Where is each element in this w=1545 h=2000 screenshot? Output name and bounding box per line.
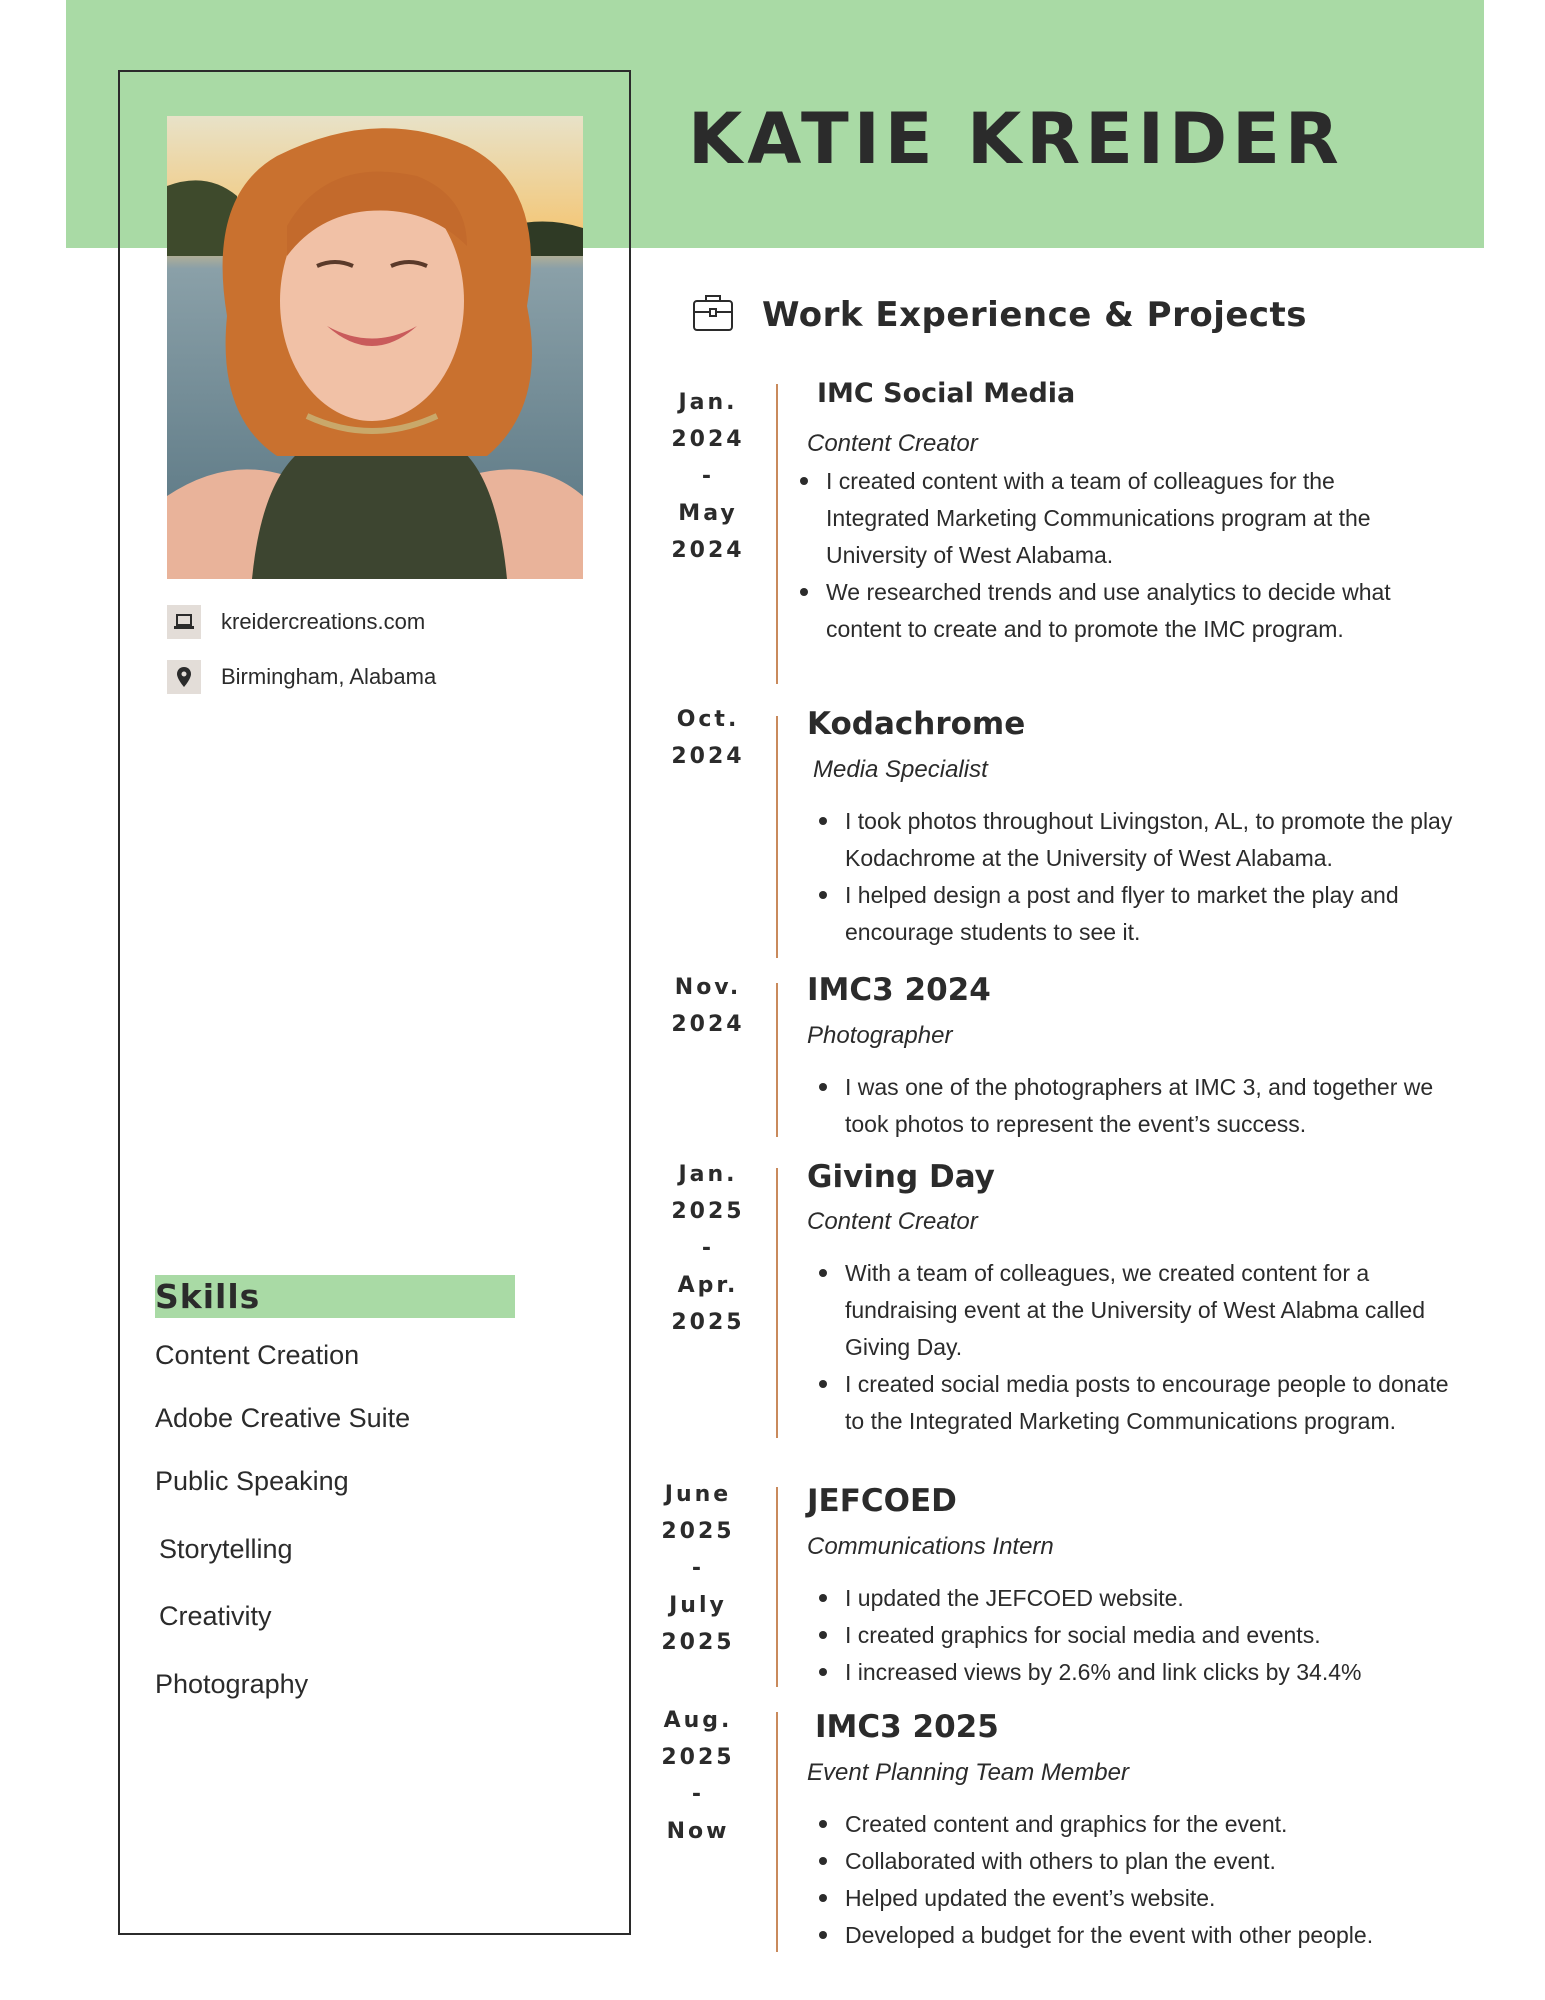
entry-role: Content Creator (807, 1208, 978, 1235)
entry-role: Content Creator (807, 430, 978, 457)
timeline-line (776, 1487, 778, 1687)
entry-bullets (817, 803, 1457, 951)
timeline-line (776, 1712, 778, 1952)
entry-bullets (817, 1069, 1457, 1143)
entry-bullets (817, 1255, 1457, 1440)
skill-item: Content Creation (155, 1340, 360, 1370)
website-text[interactable]: kreidercreations.com (221, 609, 426, 634)
skill-item: Creativity (159, 1601, 272, 1631)
bullet-item: Helped updated the event’s website. (817, 1880, 1457, 1917)
bullet-item: Developed a budget for the event with other people. (817, 1917, 1457, 1954)
entry-date: Jan. 2025 - Apr. 2025 (671, 1162, 745, 1335)
entry-title: IMC3 2024 (807, 972, 991, 1008)
briefcase-icon (692, 292, 734, 337)
entry-title: Giving Day (807, 1159, 995, 1195)
bullet-item: With a team of colleagues, we created content for a fundraising event at the University of West Alabma called Giving Day. (817, 1255, 1457, 1366)
entry-date: Aug. 2025 - Now (661, 1708, 735, 1844)
contact-location (167, 660, 436, 694)
bullet-item: Created content and graphics for the event. (817, 1806, 1457, 1843)
skill-item: Public Speaking (155, 1466, 349, 1496)
timeline-line (776, 1168, 778, 1438)
bullet-item: I created social media posts to encourage people to donate to the Integrated Marketing Communications program. (817, 1366, 1457, 1440)
entry-date: Nov. 2024 (671, 975, 745, 1037)
timeline-line (776, 716, 778, 958)
bullet-item: I created content with a team of colleagues for the Integrated Marketing Communications program at the University of West Alabama. (798, 463, 1418, 574)
entry-bullets (817, 1580, 1457, 1691)
laptop-icon (167, 605, 201, 639)
location-text: Birmingham, Alabama (221, 664, 437, 689)
profile-photo (167, 116, 583, 579)
entry-title: IMC3 2025 (815, 1709, 999, 1745)
contact-website[interactable] (167, 605, 425, 639)
experience-heading: Work Experience & Projects (762, 294, 1308, 335)
entry-title: Kodachrome (807, 706, 1026, 742)
entry-role: Media Specialist (813, 756, 988, 783)
skill-item: Storytelling (159, 1534, 293, 1564)
entry-role: Event Planning Team Member (807, 1759, 1129, 1786)
entry-date: Oct. 2024 (671, 707, 745, 769)
bullet-item: I took photos throughout Livingston, AL, to promote the play Kodachrome at the University of West Alabama. (817, 803, 1457, 877)
entry-title: JEFCOED (807, 1483, 957, 1519)
resume-name: KATIE KREIDER (688, 98, 1344, 180)
experience-heading-row (692, 292, 1307, 337)
skill-item: Adobe Creative Suite (155, 1403, 411, 1433)
skill-item: Photography (155, 1669, 309, 1699)
entry-date: June 2025 - July 2025 (661, 1482, 735, 1655)
entry-bullets (817, 1806, 1457, 1954)
bullet-item: I helped design a post and flyer to market the play and encourage students to see it. (817, 877, 1457, 951)
bullet-item: We researched trends and use analytics to decide what content to create and to promote the IMC program. (798, 574, 1418, 648)
entry-date: Jan. 2024 - May 2024 (671, 390, 745, 563)
timeline-line (776, 983, 778, 1137)
bullet-item: I created graphics for social media and events. (817, 1617, 1457, 1654)
entry-bullets (798, 463, 1418, 648)
bullet-item: I was one of the photographers at IMC 3, and together we took photos to represent the event’s success. (817, 1069, 1457, 1143)
skills-heading: Skills (155, 1275, 515, 1318)
map-pin-icon (167, 660, 201, 694)
entry-title: IMC Social Media (817, 378, 1076, 409)
entry-role: Photographer (807, 1022, 953, 1049)
bullet-item: I updated the JEFCOED website. (817, 1580, 1457, 1617)
timeline-line (776, 384, 778, 684)
bullet-item: I increased views by 2.6% and link clicks by 34.4% (817, 1654, 1457, 1691)
bullet-item: Collaborated with others to plan the event. (817, 1843, 1457, 1880)
entry-role: Communications Intern (807, 1533, 1054, 1560)
